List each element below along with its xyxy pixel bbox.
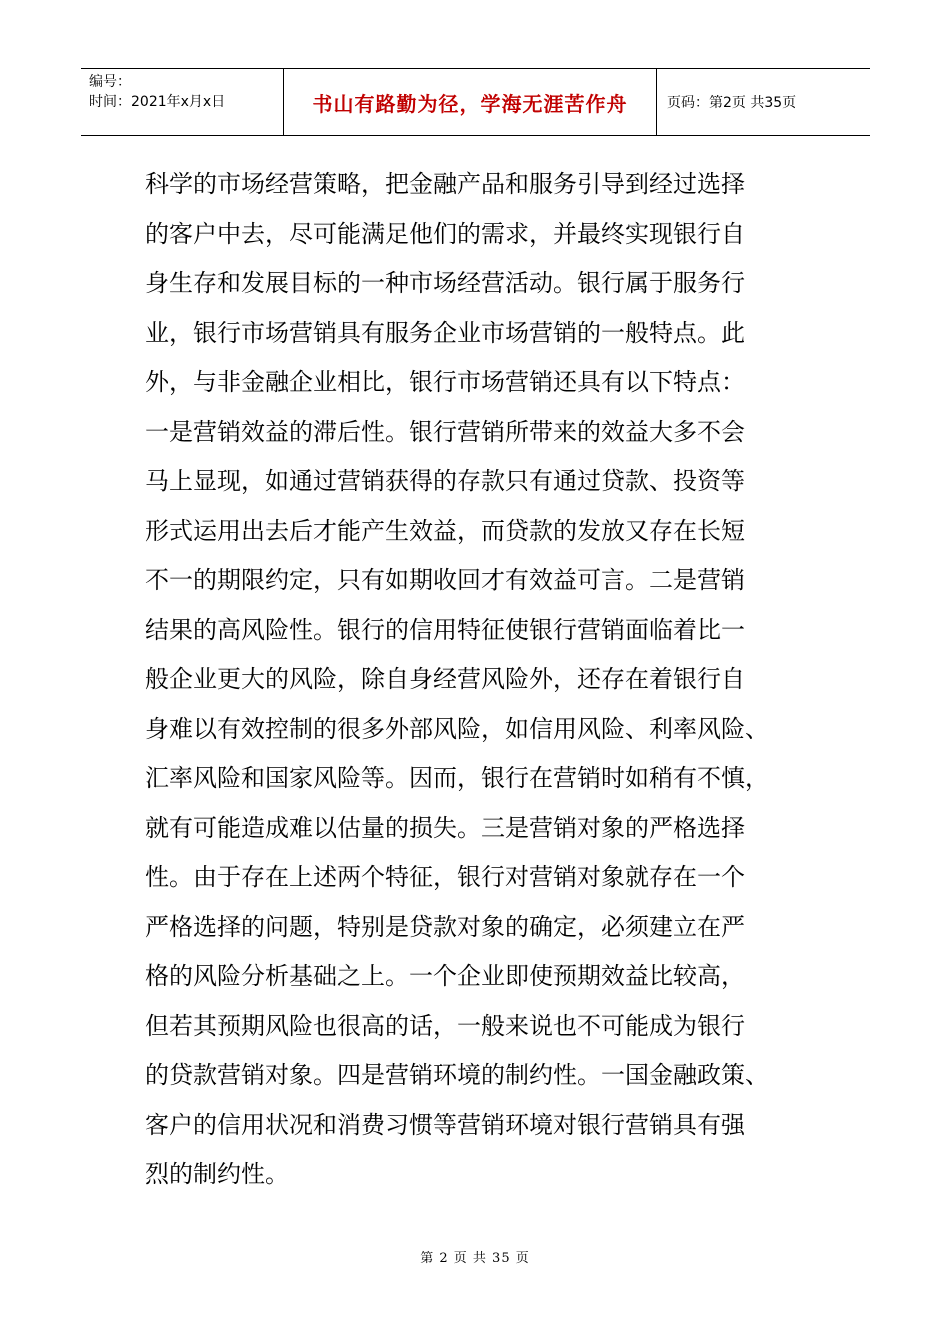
body-line: 严格选择的问题，特别是贷款对象的确定，必须建立在严 [145, 912, 745, 941]
body-line: 身难以有效控制的很多外部风险，如信用风险、利率风险、 [145, 714, 769, 743]
body-line: 就有可能造成难以估量的损失。三是营销对象的严格选择 [145, 813, 745, 842]
body-line: 但若其预期风险也很高的话，一般来说也不可能成为银行 [145, 1011, 745, 1040]
body-line: 外，与非金融企业相比，银行市场营销还具有以下特点： [145, 368, 745, 396]
body-line: 业，银行市场营销具有服务企业市场营销的一般特点。此 [145, 318, 745, 347]
body-line: 性。由于存在上述两个特征，银行对营销对象就存在一个 [145, 863, 745, 891]
body-line: 客户的信用状况和消费习惯等营销环境对银行营销具有强 [145, 1110, 745, 1139]
body-line: 形式运用出去后才能产生效益，而贷款的发放又存在长短 [145, 516, 745, 545]
serial-number-label: 编号： [89, 74, 131, 90]
body-line: 一是营销效益的滞后性。银行营销所带来的效益大多不会 [145, 417, 745, 446]
document-header [81, 68, 870, 136]
header-page-info: 页码：第2页 共35页 [667, 95, 797, 111]
document-body [145, 160, 795, 1200]
date-label: 时间：2021年x月x日 [89, 94, 226, 110]
body-line: 不一的期限约定，只有如期收回才有效益可言。二是营销 [145, 566, 745, 594]
page-footer: 第 2 页 共 35 页 [420, 1251, 530, 1266]
body-line: 汇率风险和国家风险等。因而，银行在营销时如稍有不慎， [145, 764, 769, 792]
body-line: 的客户中去，尽可能满足他们的需求，并最终实现银行自 [145, 219, 745, 248]
header-motto: 书山有路勤为径，学海无涯苦作舟 [283, 69, 657, 135]
body-line: 马上显现，如通过营销获得的存款只有通过贷款、投资等 [145, 467, 745, 495]
body-line: 的贷款营销对象。四是营销环境的制约性。一国金融政策、 [145, 1061, 769, 1089]
body-line: 结果的高风险性。银行的信用特征使银行营销面临着比一 [145, 615, 745, 644]
body-line: 科学的市场经营策略，把金融产品和服务引导到经过选择 [145, 170, 745, 198]
body-line: 般企业更大的风险，除自身经营风险外，还存在着银行自 [145, 665, 745, 693]
body-line: 身生存和发展目标的一种市场经营活动。银行属于服务行 [145, 269, 745, 297]
header-meta [81, 69, 283, 135]
body-line: 烈的制约性。 [145, 1160, 289, 1188]
body-line: 格的风险分析基础之上。一个企业即使预期效益比较高， [145, 962, 745, 990]
